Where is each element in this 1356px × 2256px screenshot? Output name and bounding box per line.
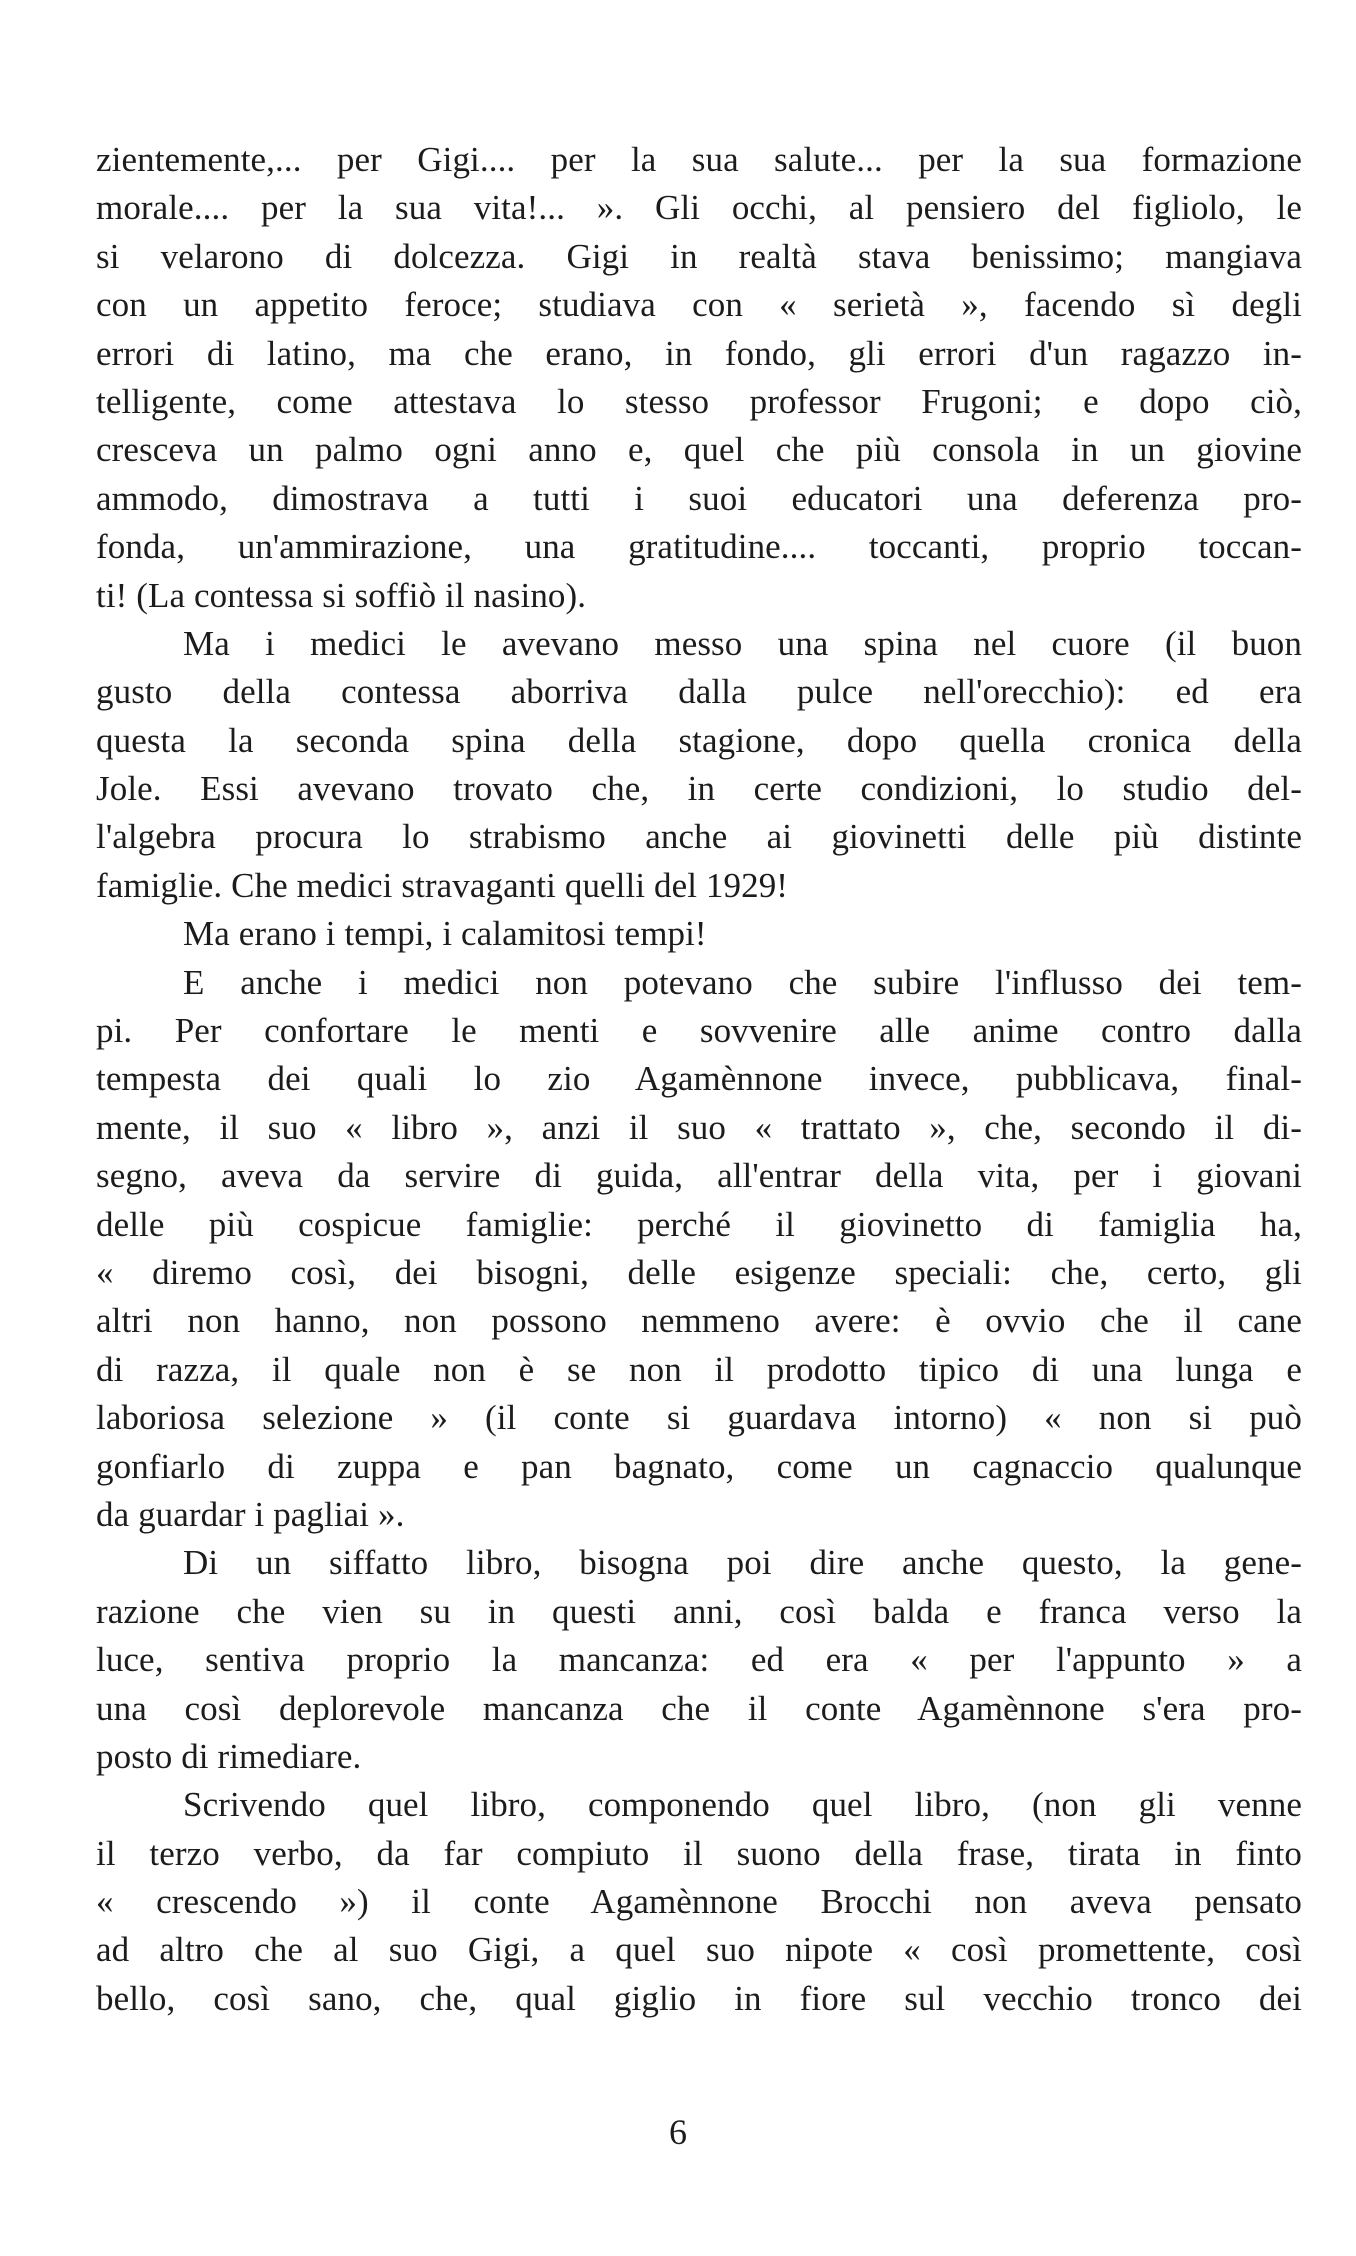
text-line: questa la seconda spina della stagione, dopo quella cronica della (96, 720, 1302, 760)
text-line: razione che vien su in questi anni, così balda e franca verso la (96, 1591, 1302, 1631)
text-line: si velarono di dolcezza. Gigi in realtà stava benissimo; mangiava (96, 236, 1302, 276)
text-line: segno, aveva da servire di guida, all'entrar della vita, per i giovani (96, 1156, 1302, 1196)
text-line: con un appetito feroce; studiava con « serietà », facendo sì degli (96, 285, 1302, 325)
text-line: l'algebra procura lo strabismo anche ai giovinetti delle più distinte (96, 817, 1302, 857)
text-line: Ma i medici le avevano messo una spina nel cuore (il buon (183, 623, 1302, 663)
text-line: errori di latino, ma che erano, in fondo, gli errori d'un ragazzo in- (96, 333, 1302, 373)
text-line: il terzo verbo, da far compiuto il suono della frase, tirata in finto (96, 1833, 1302, 1873)
text-line: delle più cospicue famiglie: perché il giovinetto di famiglia ha, (96, 1204, 1302, 1244)
text-line: fonda, un'ammirazione, una gratitudine.... toccanti, proprio toccan- (96, 527, 1302, 567)
text-line: da guardar i pagliai ». (96, 1494, 405, 1534)
text-line: Jole. Essi avevano trovato che, in certe condizioni, lo studio del- (96, 769, 1302, 809)
text-line: una così deplorevole mancanza che il conte Agamènnone s'era pro- (96, 1688, 1302, 1728)
text-line: mente, il suo « libro », anzi il suo « trattato », che, secondo il di- (96, 1107, 1302, 1147)
text-line: E anche i medici non potevano che subire l'influsso dei tem- (183, 962, 1302, 1002)
text-line: ad altro che al suo Gigi, a quel suo nipote « così promettente, così (96, 1930, 1302, 1970)
text-line: Scrivendo quel libro, componendo quel libro, (non gli venne (183, 1785, 1302, 1825)
page-number: 6 (669, 2112, 687, 2152)
text-line: « diremo così, dei bisogni, delle esigenze speciali: che, certo, gli (96, 1252, 1302, 1292)
text-line: di razza, il quale non è se non il prodotto tipico di una lunga e (96, 1349, 1302, 1389)
text-line: zientemente,... per Gigi.... per la sua salute... per la sua formazione (96, 140, 1302, 179)
text-line: gonfiarlo di zuppa e pan bagnato, come un cagnaccio qualunque (96, 1446, 1302, 1486)
text-line: pi. Per confortare le menti e sovvenire alle anime contro dalla (96, 1011, 1302, 1051)
text-line: ammodo, dimostrava a tutti i suoi educatori una deferenza pro- (96, 478, 1302, 518)
text-line: posto di rimediare. (96, 1736, 362, 1776)
text-line: laboriosa selezione » (il conte si guardava intorno) « non si può (96, 1398, 1302, 1438)
text-line: « crescendo ») il conte Agamènnone Brocchi non aveva pensato (96, 1882, 1302, 1922)
text-line: altri non hanno, non possono nemmeno avere: è ovvio che il cane (96, 1301, 1302, 1341)
text-line: ti! (La contessa si soffiò il nasino). (96, 575, 587, 615)
text-line: Di un siffatto libro, bisogna poi dire anche questo, la gene- (183, 1543, 1302, 1583)
text-line: tempesta dei quali lo zio Agamènnone invece, pubblicava, final- (96, 1059, 1302, 1099)
text-line: telligente, come attestava lo stesso professor Frugoni; e dopo ciò, (96, 381, 1302, 421)
text-line: famiglie. Che medici stravaganti quelli del 1929! (96, 865, 789, 905)
text-line: cresceva un palmo ogni anno e, quel che più consola in un giovine (96, 430, 1302, 470)
text-line: Ma erano i tempi, i calamitosi tempi! (183, 914, 707, 954)
text-line: morale.... per la sua vita!... ». Gli occhi, al pensiero del figliolo, le (96, 188, 1302, 228)
text-line: bello, così sano, che, qual giglio in fiore sul vecchio tronco dei (96, 1978, 1302, 2018)
body-text (96, 136, 1302, 2023)
text-line: luce, sentiva proprio la mancanza: ed era « per l'appunto » a (96, 1640, 1302, 1680)
text-line: gusto della contessa aborriva dalla pulce nell'orecchio): ed era (96, 672, 1302, 712)
